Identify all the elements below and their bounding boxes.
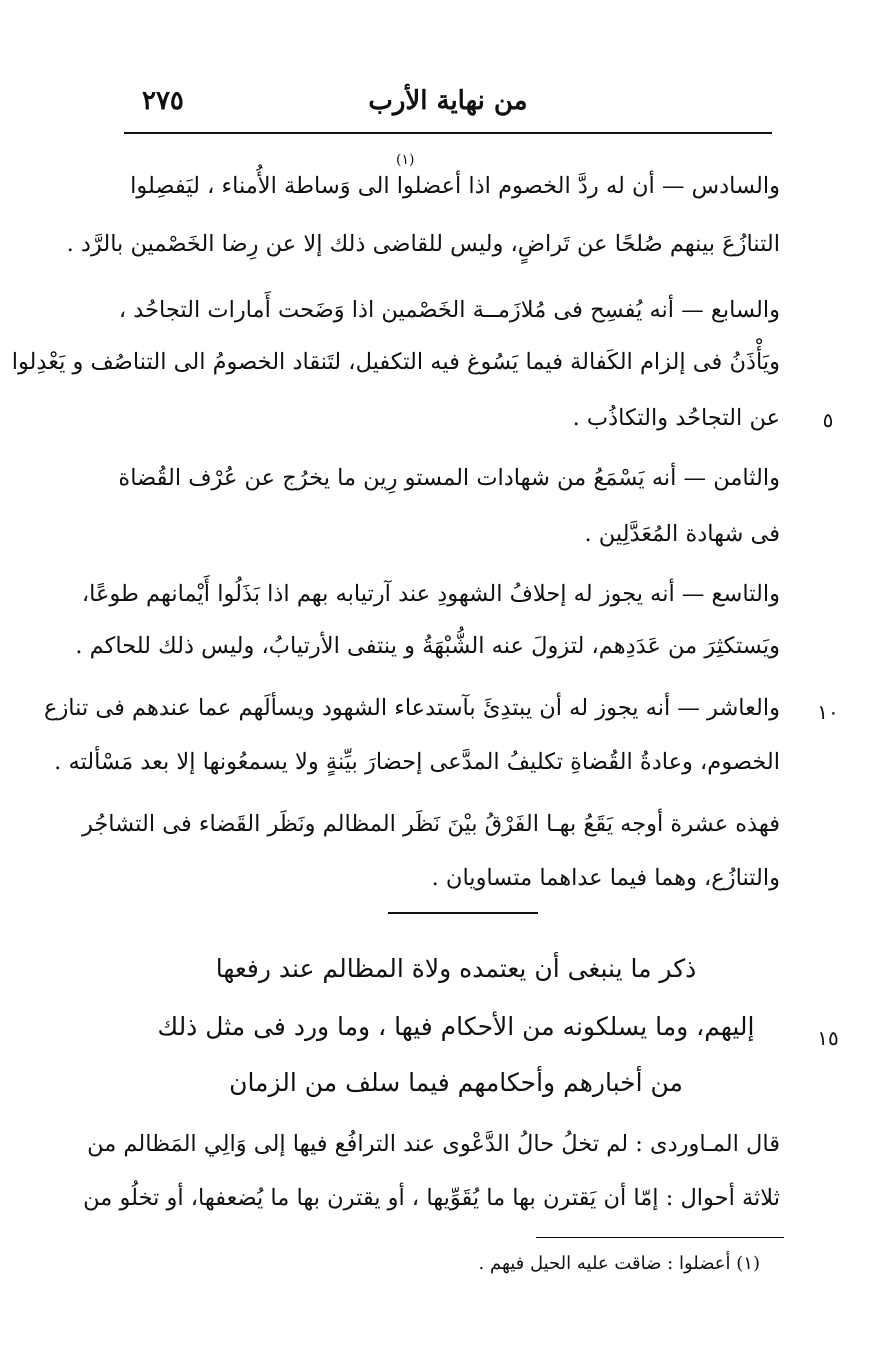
closing-line-2: ثلاثة أحوال : إمّا أن يَقترن بها ما يُقَوِّيها ، أو يقترن بها ما يُضعفها، أو تخلُو من	[83, 1185, 780, 1211]
margin-number-5: ٥	[822, 408, 834, 432]
body-line-6: والثامن — أنه يَسْمَعُ من شهادات المستو رِين ما يخرُج عن عُرْف القُضاة	[118, 465, 780, 491]
section-divider	[388, 912, 538, 914]
body-line-4: ويَأْذَنُ فى إلزام الكَفالة فيما يَسُوغ فيه التكفيل، لتَنقاد الخصومُ الى التناصُف و يَعْدِلوا	[11, 349, 780, 375]
section-heading-line-2: إليهم، وما يسلكونه من الأحكام فيها ، وما ورد فى مثل ذلك	[157, 1012, 755, 1041]
running-title: من نهاية الأرب	[368, 86, 528, 116]
body-line-9: ويَستكثِرَ من عَدَدِهم، لتزولَ عنه الشُّبْهَةُ و ينتفى الأرتيابُ، وليس ذلك للحاكم .	[75, 633, 780, 659]
footnote: (١) أعضلوا : ضاقت عليه الحيل فيهم .	[478, 1253, 760, 1274]
body-line-1: والسادس — أن له ردَّ الخصوم اذا أعضلوا الى وَساطة الأُمناء ، ليَفصِلوا	[130, 173, 780, 199]
section-heading-line-3: من أخبارهم وأحكامهم فيما سلف من الزمان	[229, 1068, 683, 1097]
closing-line-1: قال المـاوردى : لم تخلُ حالُ الدَّعْوى عند الترافُع فيها إلى وَالِي المَظالم من	[87, 1131, 780, 1157]
body-line-10: والعاشر — أنه يجوز له أن يبتدِئَ بآستدعاء الشهود ويسألَهم عما عندهم فى تنازع	[44, 695, 780, 721]
body-line-11: الخصوم، وعادةُ القُضاةِ تكليفُ المدَّعى إحضارَ بيِّنةٍ ولا يسمعُونها إلا بعد مَسْألته .	[54, 749, 780, 775]
body-line-3: والسابع — أنه يُفسِح فى مُلازَمــة الخَصْمين اذا وَضَحت أَمارات التجاحُد ،	[118, 297, 780, 323]
body-line-13: والتنازُع، وهما فيما عداهما متساويان .	[431, 865, 780, 891]
body-line-12: فهذه عشرة أوجه يَقَعُ بهـا الفَرْقُ بيْنَ نَظَر المظالم ونَظَر القَضاء فى التشاجُر	[81, 811, 780, 837]
footnote-marker: (١)	[396, 152, 415, 168]
page-number: ٢٧٥	[142, 86, 184, 116]
section-heading-line-1: ذكر ما ينبغى أن يعتمده ولاة المظالم عند رفعها	[215, 954, 697, 983]
page-header	[124, 86, 772, 132]
footnote-rule	[536, 1237, 784, 1238]
body-line-8: والتاسع — أنه يجوز له إحلافُ الشهودِ عند آرتيابه بهم اذا بَذَلُوا أَيْمانهم طوعًا،	[81, 581, 780, 607]
body-line-2: التنازُعَ بينهم صُلحًا عن تَراضٍ، وليس للقاضى ذلك إلا عن رِضا الخَصْمين بالرَّد .	[66, 231, 780, 257]
margin-number-15: ١٥	[817, 1026, 839, 1050]
header-rule	[124, 132, 772, 134]
margin-number-10: ١٠	[817, 700, 839, 724]
body-line-7: فى شهادة المُعَدَّلِين .	[584, 521, 780, 547]
body-line-5: عن التجاحُد والتكاذُب .	[572, 405, 780, 431]
